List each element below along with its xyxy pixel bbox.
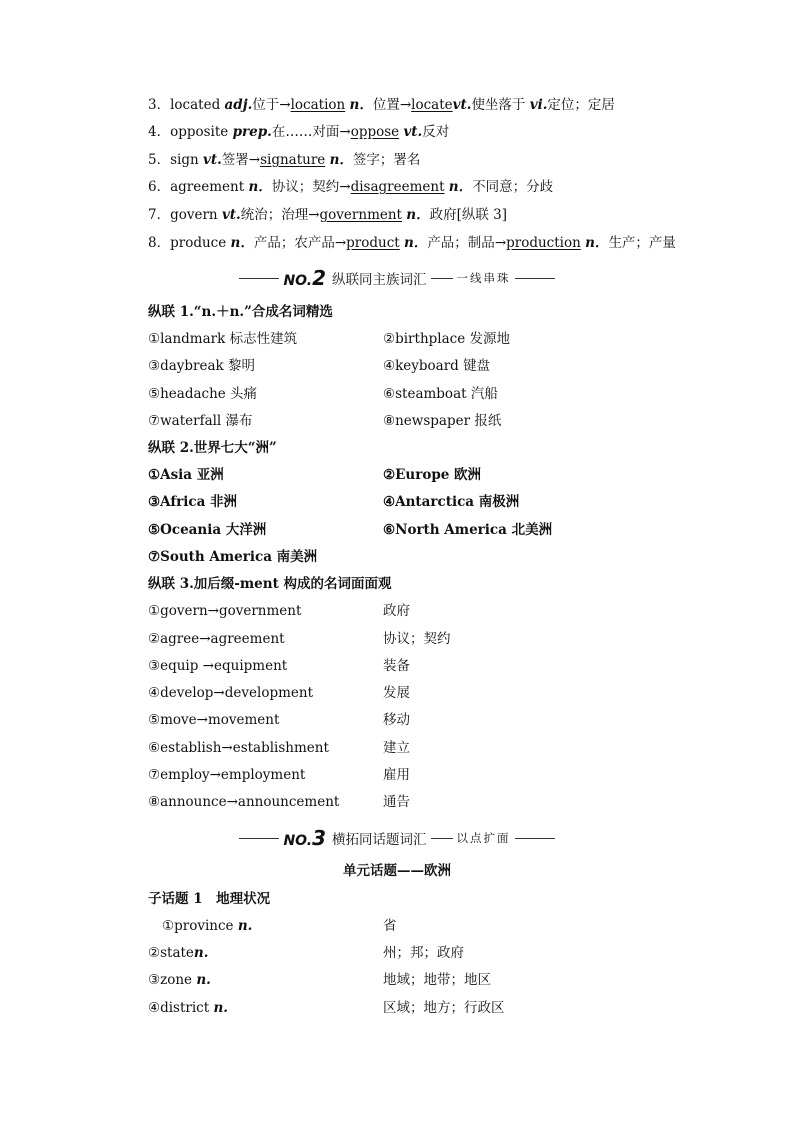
table-row-meaning: 建立 bbox=[383, 740, 410, 756]
table-row-meaning: 政府 bbox=[383, 603, 410, 619]
table-row-meaning: 发展 bbox=[383, 685, 410, 701]
geo-meaning: 省 bbox=[383, 918, 397, 934]
section-subtitle: 以点扩面 bbox=[456, 831, 511, 845]
vocab-line-3: 3．located adj.位于→location n．位置→locatevt.使坐落于 vi.定位；定居 bbox=[148, 97, 615, 113]
divider bbox=[239, 838, 279, 839]
list-item: ③Africa 非洲 bbox=[148, 494, 238, 510]
list-item: ⑥steamboat 汽船 bbox=[383, 386, 498, 402]
list-item: ⑧newspaper 报纸 bbox=[383, 413, 502, 429]
list-item: ⑥North America 北美洲 bbox=[383, 522, 553, 538]
list-item: ⑤Oceania 大洋洲 bbox=[148, 522, 267, 538]
table-row-word: ④develop→development bbox=[148, 685, 313, 701]
list-item: ⑦waterfall 瀑布 bbox=[148, 413, 253, 429]
divider bbox=[431, 838, 453, 839]
zl1-title: 纵联 1.“n.＋n.”合成名词精选 bbox=[148, 304, 333, 320]
section-header-no3 bbox=[0, 826, 794, 850]
section-header-no2 bbox=[0, 266, 794, 290]
table-row-word: ①govern→government bbox=[148, 603, 302, 619]
list-item: ③daybreak 黎明 bbox=[148, 358, 256, 374]
divider bbox=[239, 278, 279, 279]
list-item: ②birthplace 发源地 bbox=[383, 331, 510, 347]
vocab-line-8: 8．produce n．产品；农产品→product n．产品；制品→production n．生产；产量 bbox=[148, 235, 676, 251]
divider bbox=[431, 278, 453, 279]
divider bbox=[515, 838, 555, 839]
table-row-word: ⑤move→movement bbox=[148, 712, 280, 728]
topic-title: 单元话题——欧洲 bbox=[343, 863, 451, 879]
geo-row: ④district n. bbox=[148, 1000, 228, 1016]
vocab-line-7: 7．govern vt.统治；治理→government n．政府[纵联 3] bbox=[148, 207, 508, 223]
table-row-word: ③equip →equipment bbox=[148, 658, 288, 674]
vocab-line-6: 6．agreement n．协议；契约→disagreement n．不同意；分歧 bbox=[148, 179, 554, 195]
geo-row: ①province n. bbox=[162, 918, 253, 934]
geo-meaning: 州；邦；政府 bbox=[383, 945, 464, 961]
geo-row: ③zone n. bbox=[148, 972, 211, 988]
table-row-word: ②agree→agreement bbox=[148, 631, 285, 647]
list-item: ⑤headache 头痛 bbox=[148, 386, 258, 402]
zl3-title: 纵联 3.加后缀-ment 构成的名词面面观 bbox=[148, 576, 392, 592]
list-item: ①landmark 标志性建筑 bbox=[148, 331, 298, 347]
section-number: NO.3 bbox=[283, 826, 327, 850]
geo-meaning: 区域；地方；行政区 bbox=[383, 1000, 505, 1016]
table-row-meaning: 装备 bbox=[383, 658, 410, 674]
table-row-meaning: 协议；契约 bbox=[383, 631, 451, 647]
divider bbox=[515, 278, 555, 279]
list-item: ①Asia 亚洲 bbox=[148, 467, 224, 483]
list-item: ④Antarctica 南极洲 bbox=[383, 494, 520, 510]
table-row-word: ⑦employ→employment bbox=[148, 767, 306, 783]
table-row-word: ⑧announce→announcement bbox=[148, 794, 340, 810]
table-row-meaning: 移动 bbox=[383, 712, 410, 728]
table-row-meaning: 通告 bbox=[383, 794, 410, 810]
list-item: ④keyboard 键盘 bbox=[383, 358, 491, 374]
geo-row: ②staten. bbox=[148, 945, 209, 961]
section-subtitle: 一线串珠 bbox=[456, 271, 511, 285]
vocab-line-4: 4．opposite prep.在……对面→oppose vt.反对 bbox=[148, 124, 450, 140]
list-item: ⑦South America 南美洲 bbox=[148, 549, 318, 565]
zl2-title: 纵联 2.世界七大“洲” bbox=[148, 440, 277, 456]
subtopic-title: 子话题 1 地理状况 bbox=[148, 891, 271, 907]
section-title: 纵联同主族词汇 bbox=[332, 272, 427, 288]
section-number: NO.2 bbox=[283, 266, 327, 290]
table-row-word: ⑥establish→establishment bbox=[148, 740, 329, 756]
vocab-line-5: 5．sign vt.签署→signature n．签字；署名 bbox=[148, 152, 421, 168]
table-row-meaning: 雇用 bbox=[383, 767, 410, 783]
section-title: 横拓同话题词汇 bbox=[332, 832, 427, 848]
geo-meaning: 地域；地带；地区 bbox=[383, 972, 491, 988]
list-item: ②Europe 欧洲 bbox=[383, 467, 482, 483]
